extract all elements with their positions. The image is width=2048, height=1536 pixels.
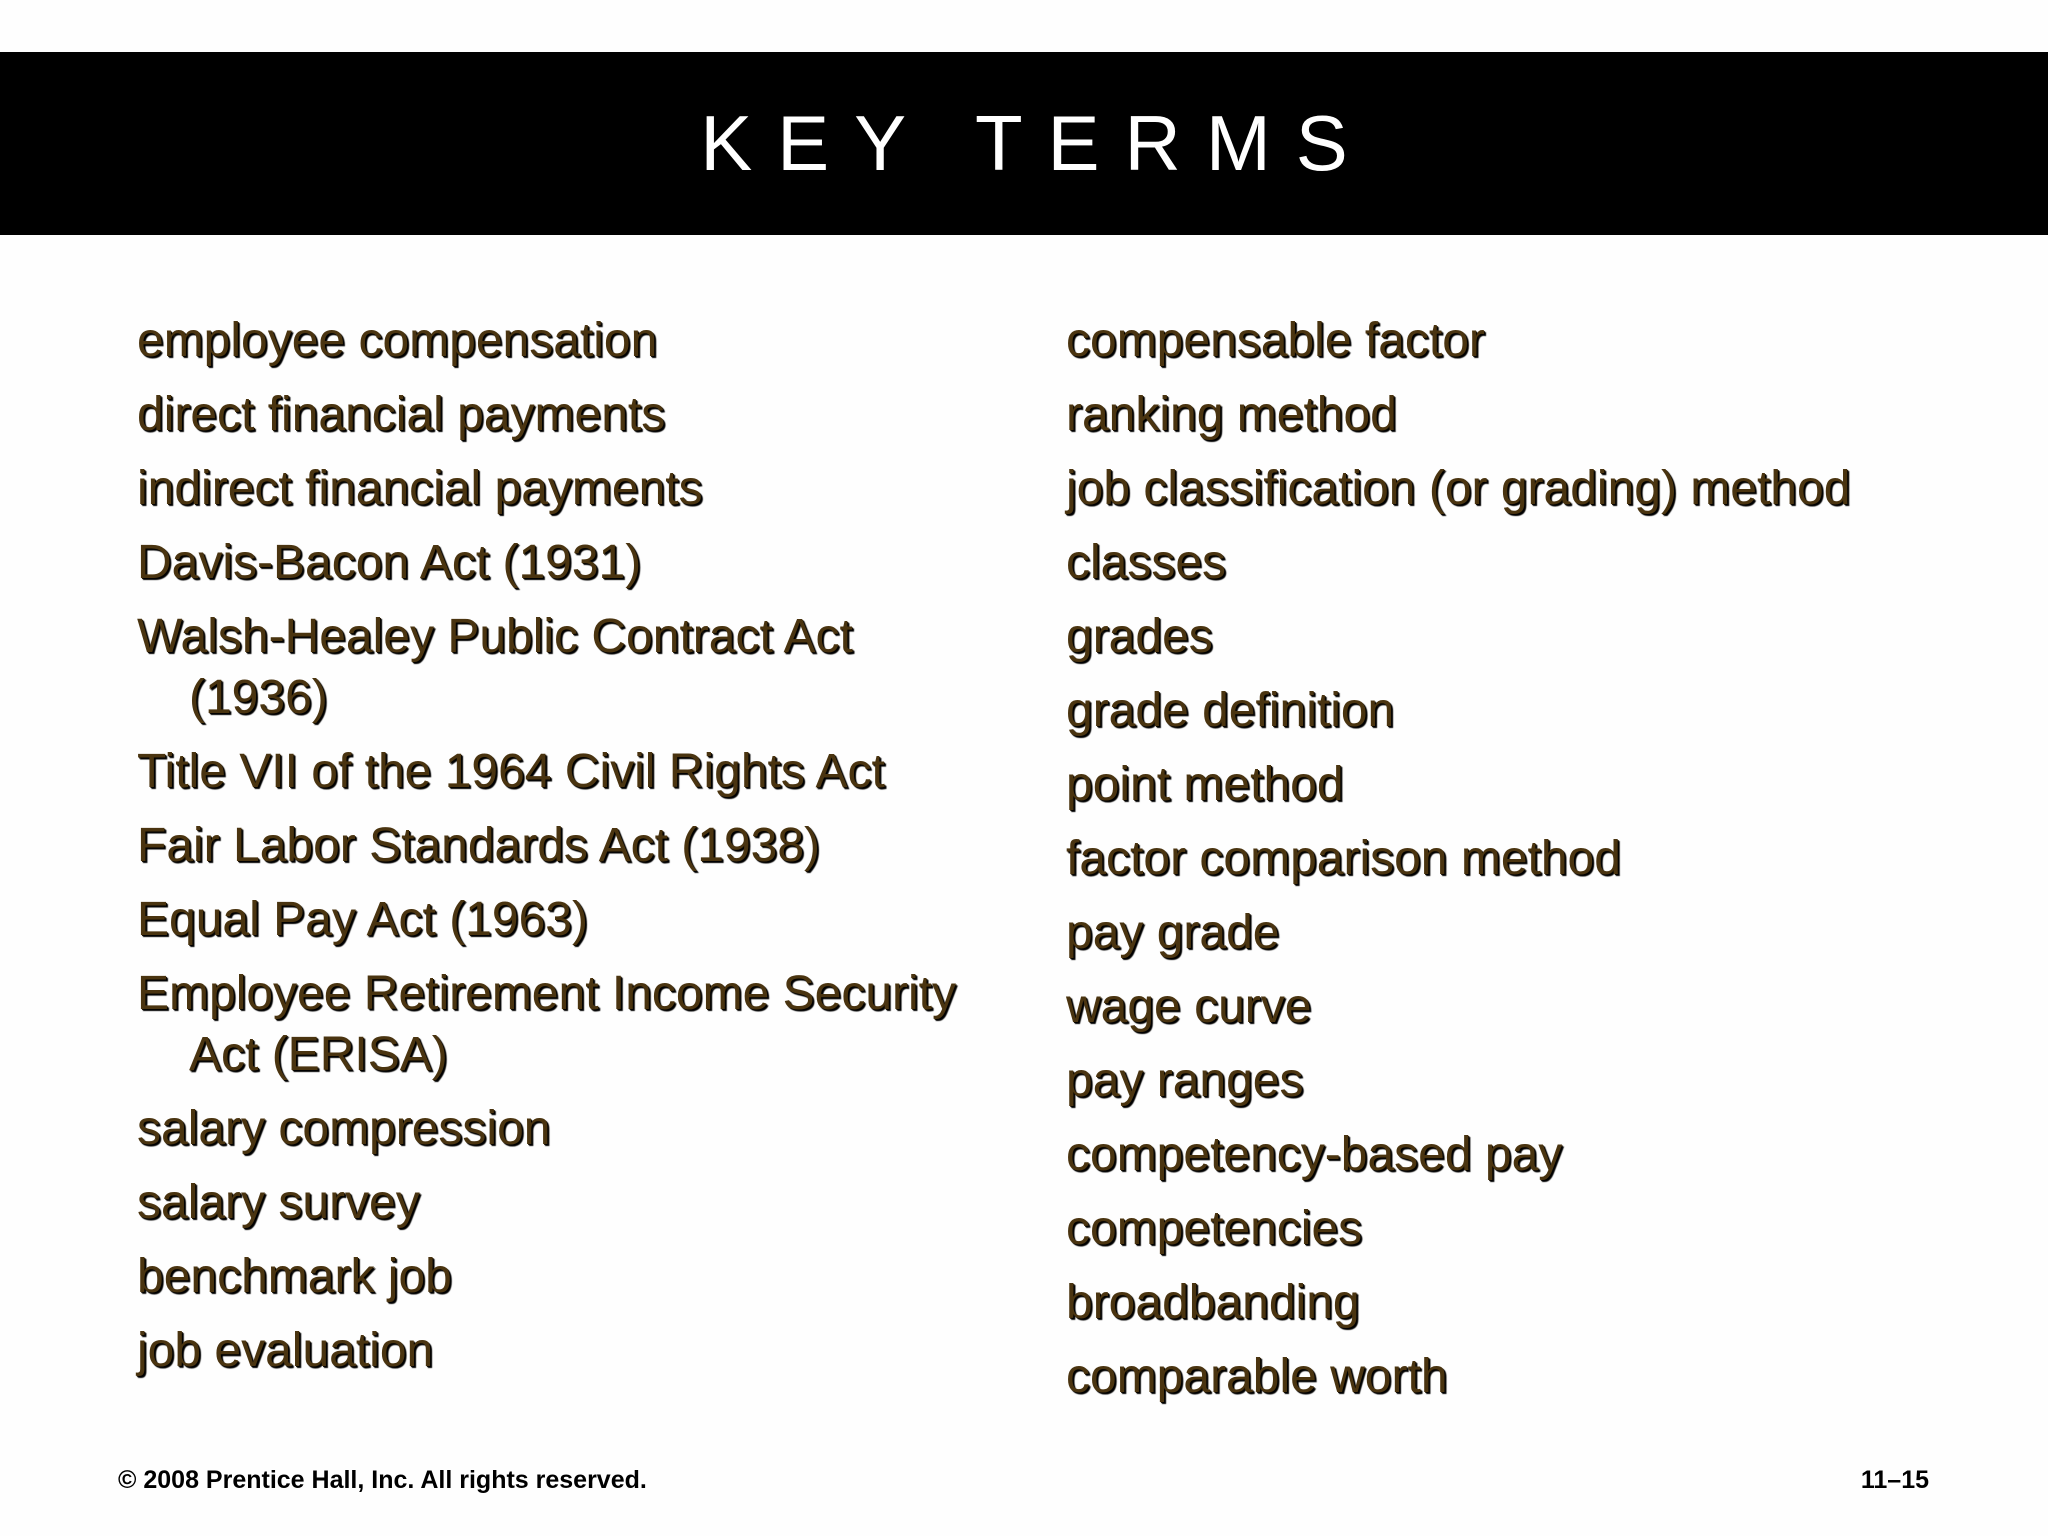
term-item: salary survey bbox=[137, 1176, 420, 1229]
term-item: job classification (or grading) method bbox=[1066, 462, 1851, 515]
slide-title: KEY TERMS bbox=[700, 99, 1373, 187]
term-item: compensable factor bbox=[1066, 314, 1485, 367]
term-item: grades bbox=[1066, 610, 1213, 663]
term-item: factor comparison method bbox=[1066, 832, 1621, 885]
term-item: salary compression bbox=[137, 1102, 551, 1155]
term-item: Employee Retirement Income Security Act (ERISA) bbox=[137, 967, 956, 1081]
term-item: Equal Pay Act (1963) bbox=[137, 893, 588, 946]
term-item: pay ranges bbox=[1066, 1054, 1304, 1107]
term-item: comparable worth bbox=[1066, 1350, 1448, 1403]
term-item: point method bbox=[1066, 758, 1344, 811]
term-item: wage curve bbox=[1066, 980, 1312, 1033]
term-item: Walsh-Healey Public Contract Act (1936) bbox=[137, 610, 853, 724]
term-item: competencies bbox=[1066, 1202, 1363, 1255]
term-item: competency-based pay bbox=[1066, 1128, 1563, 1181]
term-item: employee compensation bbox=[137, 314, 658, 367]
term-item: job evaluation bbox=[137, 1324, 434, 1377]
term-item: Davis-Bacon Act (1931) bbox=[137, 536, 642, 589]
term-item: classes bbox=[1066, 536, 1227, 589]
term-item: pay grade bbox=[1066, 906, 1280, 959]
copyright-notice: © 2008 Prentice Hall, Inc. All rights reserved. bbox=[118, 1466, 647, 1494]
title-bar bbox=[0, 52, 2048, 235]
term-item: grade definition bbox=[1066, 684, 1395, 737]
term-item: indirect financial payments bbox=[137, 462, 703, 515]
term-item: direct financial payments bbox=[137, 388, 666, 441]
term-item: Fair Labor Standards Act (1938) bbox=[137, 819, 821, 872]
term-item: ranking method bbox=[1066, 388, 1397, 441]
term-item: benchmark job bbox=[137, 1250, 452, 1303]
term-item: broadbanding bbox=[1066, 1276, 1360, 1329]
right-term-list bbox=[1066, 310, 2006, 1420]
left-term-list bbox=[137, 310, 997, 1394]
page-number: 11–15 bbox=[1860, 1466, 1929, 1494]
term-item: Title VII of the 1964 Civil Rights Act bbox=[137, 745, 885, 798]
